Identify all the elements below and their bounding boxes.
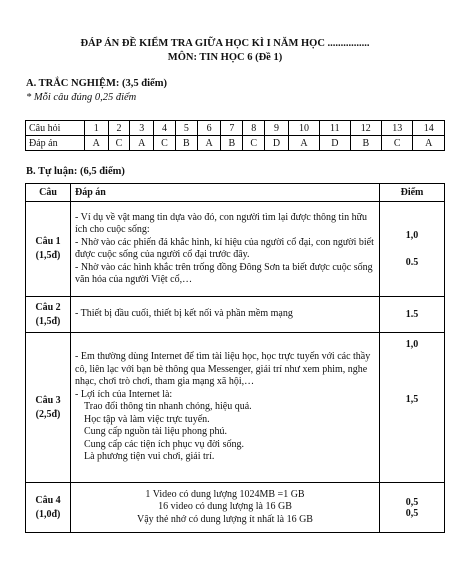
question-num: 3 [130, 121, 154, 136]
answer-cell: C [382, 136, 413, 151]
question-score: (1,5đ) [35, 250, 61, 261]
question-row [26, 121, 445, 136]
doc-title: ĐÁP ÁN ĐỀ KIỂM TRA GIỮA HỌC KÌ I NĂM HỌC ................ [80, 38, 370, 49]
points-value: 1,5 [405, 394, 419, 405]
essay-row-q3 [26, 333, 445, 483]
answer-line: - Em thường dùng Internet để tìm tài liệu học, học trực tuyến với các thầy cô, liên lạc với bạn bè thông qua Messenger, giải trí như xem phim, nghe nhạc, chơi trò chơi, tham gia mạng xã hội,… [75, 351, 375, 389]
answer-line: - Ví dụ về vật mang tin dựa vào đó, con người tìm lại được thông tin hữu ích cho cuộc sống: [75, 212, 375, 237]
doc-subtitle: MÔN: TIN HỌC 6 (Đề 1) [167, 52, 283, 63]
answer-line: - Thiết bị đầu cuối, thiết bị kết nối và phần mềm mạng [75, 308, 375, 321]
answer-cell: A [288, 136, 319, 151]
question-label: Câu 3 [35, 394, 61, 406]
section-a-note: * Mỗi câu đúng 0,25 điểm [26, 92, 137, 103]
question-num: 8 [243, 121, 265, 136]
question-score: (2,5đ) [35, 408, 61, 420]
row-label-answers: Đáp án [26, 136, 85, 151]
essay-row-q1 [26, 202, 445, 297]
answer-line: - Nhờ vào các hình khắc trên trống đồng Đông Sơn ta biết được cuộc sống văn hóa của người Việt cổ,… [75, 262, 375, 287]
answer-cell: D [320, 136, 350, 151]
answer-line: 1 Video có dung lượng 1024MB =1 GB [145, 488, 305, 500]
question-num: 12 [350, 121, 381, 136]
question-label: Câu 4 [35, 494, 61, 506]
answer-cell: A [197, 136, 221, 151]
benefit-item: Trao đổi thông tin nhanh chóng, hiệu quả. [84, 401, 252, 413]
benefit-item: Cung cấp nguồn tài liệu phong phú. [84, 426, 228, 438]
points-value: 0.5 [405, 257, 419, 268]
question-num: 13 [382, 121, 413, 136]
answer-cell: A [85, 136, 109, 151]
question-num: 1 [85, 121, 109, 136]
answer-key-table [25, 120, 445, 151]
points-value: 0,5 [405, 496, 419, 508]
question-score: (1,5đ) [35, 315, 61, 327]
points-value: 0,5 [405, 507, 419, 519]
question-num: 11 [320, 121, 350, 136]
question-num: 14 [413, 121, 445, 136]
question-num: 2 [108, 121, 130, 136]
col-header-question: Câu [26, 184, 71, 202]
answer-cell: B [175, 136, 197, 151]
points-value: 1,0 [405, 230, 419, 241]
answer-cell: D [265, 136, 289, 151]
answer-cell: B [221, 136, 243, 151]
answer-cell: B [350, 136, 381, 151]
answer-cell: C [153, 136, 175, 151]
answer-line: - Lợi ích của Internet là: [75, 389, 375, 402]
points-value: 1.5 [405, 309, 419, 320]
answer-row [26, 136, 445, 151]
question-num: 10 [288, 121, 319, 136]
row-label-questions: Câu hỏi [26, 121, 85, 136]
essay-answer-table [25, 183, 445, 533]
answer-cell: C [108, 136, 130, 151]
points-value: 1,0 [405, 339, 419, 350]
answer-cell: A [413, 136, 445, 151]
question-num: 5 [175, 121, 197, 136]
question-score: (1,0đ) [35, 508, 61, 520]
essay-header-row [26, 184, 445, 202]
question-num: 9 [265, 121, 289, 136]
answer-line: Vậy thẻ nhớ có dung lượng ít nhất là 16 GB [137, 513, 313, 525]
question-label: Câu 1 [35, 236, 61, 247]
benefit-item: Học tập và làm việc trực tuyến. [84, 413, 210, 425]
answer-line: - Nhờ vào các phiến đá khắc hình, kí hiệu của người cổ đại, con người biết được cuộc sống của người cổ đại trước đây. [75, 237, 375, 262]
answer-cell: A [130, 136, 154, 151]
question-num: 6 [197, 121, 221, 136]
section-a-heading: A. TRẮC NGHIỆM: (3,5 điểm) [26, 78, 167, 89]
col-header-points: Điểm [380, 184, 445, 202]
question-label: Câu 2 [35, 301, 61, 313]
answer-line: 16 video có dung lượng là 16 GB [158, 501, 292, 513]
question-num: 4 [153, 121, 175, 136]
col-header-answer: Đáp án [71, 184, 380, 202]
essay-row-q2 [26, 297, 445, 333]
answer-cell: C [243, 136, 265, 151]
question-num: 7 [221, 121, 243, 136]
benefit-item: Là phương tiện vui chơi, giải trí. [84, 451, 215, 463]
essay-row-q4 [26, 483, 445, 533]
benefit-item: Cung cấp các tiện ích phục vụ đời sống. [84, 438, 244, 450]
section-b-heading: B. Tự luận: (6,5 điểm) [26, 166, 125, 177]
